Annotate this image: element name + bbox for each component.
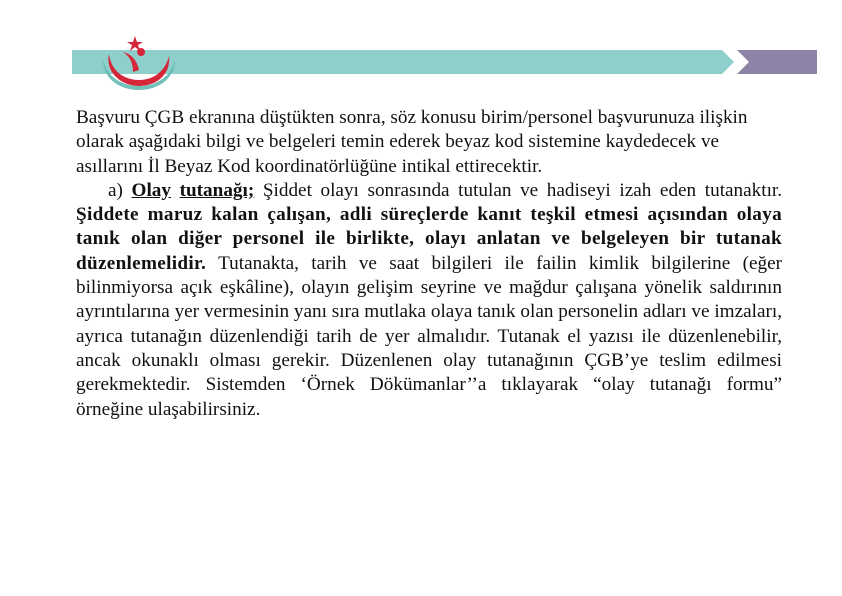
item-a-bold-text: Şiddete maruz kalan çalışan, adli süreçlerde kanıt teşkil etmesi açısından olaya tanık olan diğer personel ile birlikte, olayı anlatan ve belgeleyen bir tutanak düzenlemelidir. bbox=[76, 204, 782, 274]
document-body bbox=[76, 106, 782, 422]
header-band bbox=[72, 50, 817, 74]
ministry-logo-icon bbox=[99, 32, 179, 90]
item-a-title-word2: tutanağı; bbox=[179, 179, 255, 201]
item-a-text1: Şiddet olayı sonrasında tutulan ve hadiseyi izah eden tutanaktır. bbox=[262, 179, 783, 201]
item-a-paragraph bbox=[76, 179, 782, 422]
header-band-purple bbox=[737, 50, 817, 74]
intro-paragraph: Başvuru ÇGB ekranına düştükten sonra, söz konusu birim/personel başvurunuza ilişkin olarak aşağıdaki bilgi ve belgeleri temin ederek beyaz kod sistemine kaydedecek ve asıllarını İl Beyaz Kod koordinatörlüğüne intikal ettirecektir. bbox=[76, 107, 748, 177]
item-a-title-word1: Olay bbox=[131, 179, 171, 201]
item-a-marker: a) bbox=[108, 179, 123, 201]
item-a-text2: Tutanakta, tarih ve saat bilgileri ile failin kimlik bilgilerine (eğer bilinmiyorsa açık eşkâline), olayın gelişim seyrine ve mağdur çalışana yönelik saldırının ayrıntılarına yer vermesinin yanı sıra mutlaka olaya tanık olan personelin adları ve imzaları, ayrıca tutanağın düzenlendiği tarih de yer almalıdır. Tutanak el yazısı ile düzenlenebilir, ancak okunaklı olması gerekir. Düzenlenen olay tutanağının ÇGB’ye teslim edilmesi gerekmektedir. Sistemden ‘Örnek Dökümanlar’’a tıklayarak “olay tutanağı formu” örneğine ulaşabilirsiniz. bbox=[76, 252, 782, 420]
